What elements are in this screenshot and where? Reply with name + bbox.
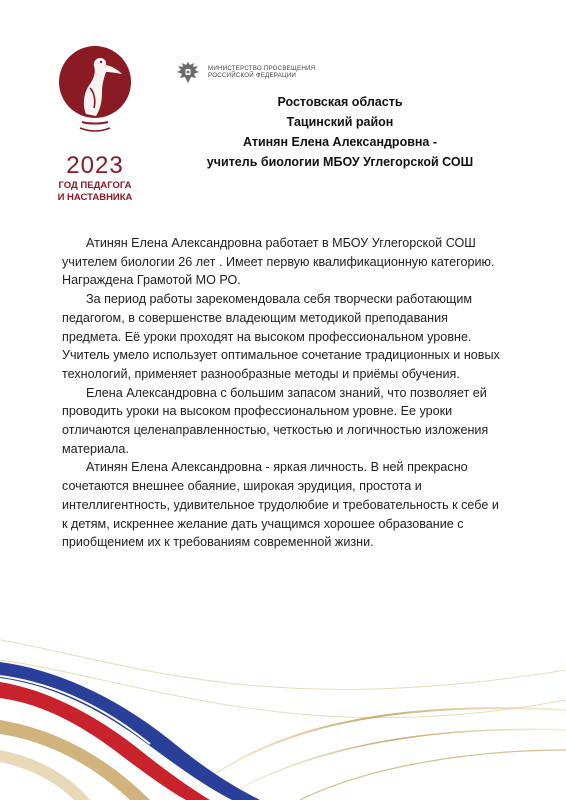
region-title: Ростовская область	[277, 95, 403, 109]
paragraph: За период работы зарекомендовала себя творчески работающим педагогом, в совершенстве владеющим методикой преподавания предмета. Её уроки проходят на высоком профессиональном уровне. Учитель умело использует оптимальное сочетание традиционных и новых технологий, применяет разнообразные методы и приёмы обучения.	[62, 292, 500, 381]
year-of-teacher-emblem	[56, 44, 134, 203]
ministry-logo	[174, 60, 334, 86]
ministry-name-line-2: РОССИЙСКОЙ ФЕДЕРАЦИИ	[208, 72, 297, 79]
document-body	[62, 234, 502, 552]
paragraph: Атинян Елена Александровна - яркая личность. В ней прекрасно сочетаются внешнее обаяние, широкая эрудиция, простота и интеллигентность, удивительное трудолюбие и требовательность к себе и к детям, искреннее желание дать учащимся хорошее образование с приобщением их к требованиям современной жизни.	[62, 460, 499, 550]
paragraph: Елена Александровна с большим запасом знаний, что позволяет ей проводить уроки на высоком профессиональном уровне. Ее уроки отличаются целенаправленностью, четкостью и логичностью изложения материала.	[62, 385, 489, 456]
teacher-position: учитель биологии МБОУ Углегорской СОШ	[206, 155, 474, 169]
paragraph: Атинян Елена Александровна работает в МБОУ Углегорской СОШ учителем биологии 26 лет . Имеет первую квалификационную категорию. Награждена Грамотой МО РО.	[62, 236, 495, 288]
decorative-waves	[0, 600, 566, 800]
emblem-title-line-2: И НАСТАВНИКА	[57, 192, 133, 203]
ministry-name-line-1: МИНИСТЕРСТВО ПРОСВЕЩЕНИЯ	[208, 65, 316, 72]
document-header	[150, 92, 530, 172]
eagle-crest-icon	[174, 60, 202, 86]
pelican-emblem-icon	[56, 44, 134, 152]
emblem-title-line-1: ГОД ПЕДАГОГА	[58, 180, 132, 191]
teacher-name: Атинян Елена Александровна -	[242, 135, 438, 149]
district-title: Тацинский район	[286, 115, 394, 129]
emblem-year: 2023	[66, 152, 124, 179]
